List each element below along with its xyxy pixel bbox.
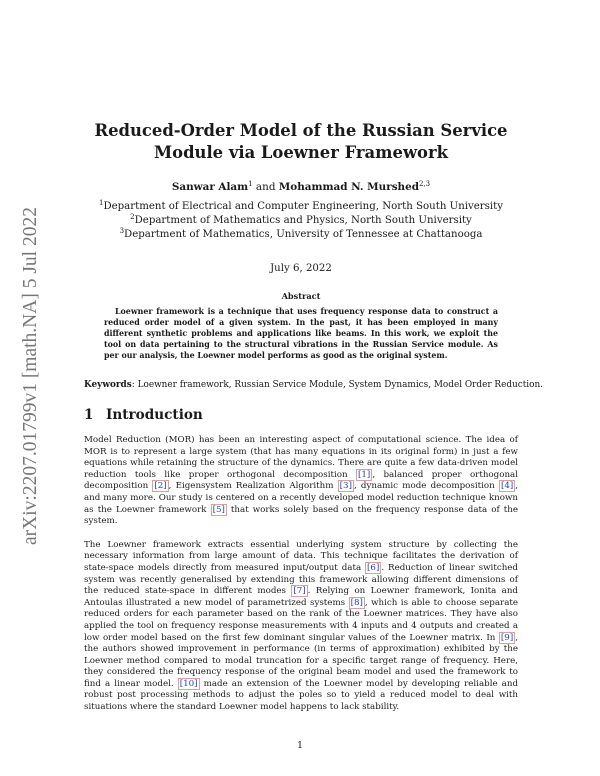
paragraph-text: Model Reduction (MOR) has been an interesting aspect of computational science. The idea of MOR is to represent a large system (that has many equations in its original form) in just a few equations while retaining the structure of the dynamics. There are quite a few data-driven model reduction tools like proper orthogonal decomposition — [84, 435, 518, 480]
paragraph-text: made an extension of the Loewner model by developing reliable and robust post processing methods to adjust the poles so to yield a reduced model to deal with situations where the standard Loewner model happens to lack stability. — [84, 678, 519, 713]
paragraph-text: , the authors showed improvement in performance (in terms of approximation) exhibited by the Loewner method compared to modal truncation for a specific target range of frequency. Here, they considered the frequency response of the original beam model and used the framework to find a linear model. — [84, 632, 518, 689]
author-list — [84, 181, 518, 193]
citation-link[interactable]: [2] — [154, 481, 167, 492]
author-affiliation-mark: 1 — [248, 180, 253, 188]
affiliations — [84, 200, 518, 242]
paragraph-text: , and many more. Our study is centered on a recently developed model reduction technique known as the Loewner framework — [84, 481, 519, 515]
keywords-line — [84, 380, 543, 390]
citation-link[interactable]: [10] — [179, 678, 198, 689]
title-line-2: Module via Loewner Framework — [154, 143, 448, 162]
affiliation-mark: 3 — [119, 227, 125, 235]
paragraph — [84, 435, 518, 528]
citation-link[interactable]: [7] — [293, 586, 306, 597]
affiliation-mark: 1 — [98, 199, 104, 207]
author-name: Sanwar Alam — [171, 181, 249, 193]
citation-link[interactable]: [9] — [500, 632, 514, 643]
citation-link[interactable]: [5] — [212, 504, 225, 515]
citation-link[interactable]: [4] — [500, 481, 514, 492]
paragraph-text: , dynamic mode decomposition — [353, 481, 499, 492]
citation-link[interactable]: [6] — [367, 562, 380, 573]
affiliation-mark: 2 — [130, 213, 135, 221]
section-number: 1 — [84, 407, 94, 423]
arxiv-identifier-stamp: arXiv:2207.01799v1 [math.NA] 5 Jul 2022 — [20, 207, 41, 545]
affiliation-text: Department of Electrical and Computer Engineering, North South University — [103, 201, 504, 212]
paper-title — [84, 120, 518, 164]
paragraph — [84, 540, 518, 714]
section-title: Introduction — [106, 407, 203, 423]
paragraph-text: , balanced proper orthogonal decomposition — [84, 469, 518, 492]
affiliation — [84, 228, 518, 242]
paragraph-text: . Reduction of linear switched system was recently generalised by extending this framework allowing different dimensions of the reduced state-space in different modes — [84, 562, 518, 597]
paragraph-text: , Eigensystem Realization Algorithm — [168, 481, 338, 492]
affiliation-text: Department of Mathematics and Physics, North South University — [134, 215, 472, 226]
paper-page — [84, 120, 543, 714]
keywords-text: : Loewner framework, Russian Service Module, System Dynamics, Model Order Reduction. — [131, 380, 543, 390]
page-number: 1 — [296, 740, 304, 751]
affiliation — [84, 200, 518, 214]
abstract-text: Loewner framework is a technique that uses frequency response data to construct a reduced order model of a given system. In the past, it has been employed in many different synthetic problems and applications like beams. In this work, we exploit the tool on data pertaining to the structural vibrations in the Russian Service module. As per our analysis, the Loewner model performs as good as the original system. — [104, 307, 498, 360]
paragraph-text: . Relying on Loewner framework, Ionita and Antoulas illustrated a new model of parametrized systems — [84, 586, 518, 608]
keywords-label: Keywords — [84, 380, 132, 390]
title-line-1: Reduced-Order Model of the Russian Service — [94, 121, 508, 140]
paragraph-text: , which is able to choose separate reduced orders for each parameter based on the rank of the Loewner matrices. They have also applied the tool on frequency response measurements with 4 inputs and 4 outputs and created a low order model based on the first few dominant singular values of the Loewner matrix. In — [84, 597, 519, 643]
section-heading — [84, 407, 518, 423]
citation-link[interactable]: [8] — [350, 597, 363, 608]
abstract-heading: Abstract — [281, 291, 321, 301]
author-name: Mohammad N. Murshed — [278, 181, 419, 193]
affiliation-text: Department of Mathematics, University of Tennessee at Chattanooga — [124, 229, 483, 240]
author-conjunction: and — [252, 181, 279, 193]
affiliation — [84, 214, 518, 228]
author-affiliation-mark: 2,3 — [418, 180, 431, 188]
citation-link[interactable]: [1] — [358, 469, 371, 480]
publication-date: July 6, 2022 — [270, 263, 332, 274]
citation-link[interactable]: [3] — [339, 481, 352, 492]
paragraph-text: that works solely based on the frequency response data of the system. — [84, 504, 518, 527]
paragraph-text: The Loewner framework extracts essential underlying system structure by collecting the necessary information from large amount of data. This technique facilitates the derivation of state-space models directly from measured input/output data — [84, 539, 518, 573]
